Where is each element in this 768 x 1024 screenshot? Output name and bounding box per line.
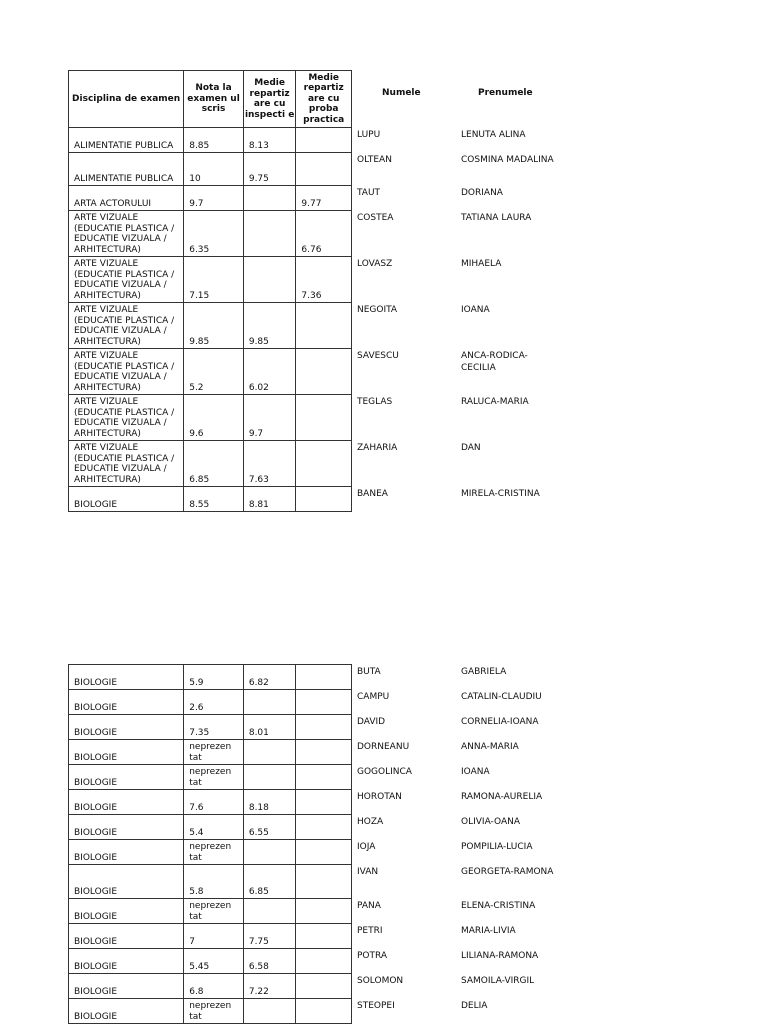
table-row [69,441,352,487]
cell-medie-practica: 6.76 [296,211,352,257]
cell-disciplina: ARTE VIZUALE (EDUCATIE PLASTICA / EDUCATIE VIZUALA / ARHITECTURA) [69,441,184,487]
numele-value: COSTEA [357,213,394,223]
cell-medie-practica [296,949,352,974]
cell-disciplina: BIOLOGIE [69,665,184,690]
name-row [352,998,572,1023]
cell-disciplina: BIOLOGIE [69,690,184,715]
cell-medie-inspectie [243,690,296,715]
header-nota: Nota la examen ul scris [184,71,244,128]
cell-medie-practica [296,790,352,815]
name-row [352,689,572,714]
prenumele-value: MARIA-LIVIA [461,926,516,936]
table-row [69,349,352,395]
cell-medie-inspectie: 8.81 [243,487,296,512]
cell-medie-inspectie [243,899,296,924]
numele-value: DAVID [357,717,386,727]
table-row [69,974,352,999]
cell-disciplina: BIOLOGIE [69,899,184,924]
cell-nota: 7.15 [184,257,244,303]
cell-nota: 9.6 [184,395,244,441]
cell-medie-inspectie: 7.75 [243,924,296,949]
table-row [69,740,352,765]
cell-medie-practica: 9.77 [296,186,352,211]
prenumele-value: IOANA [461,767,490,777]
numele-value: BUTA [357,667,381,677]
cell-nota: 8.55 [184,487,244,512]
cell-disciplina: ARTE VIZUALE (EDUCATIE PLASTICA / EDUCATIE VIZUALA / ARHITECTURA) [69,395,184,441]
numele-value: POTRA [357,951,388,961]
table-row [69,715,352,740]
cell-nota: 7.35 [184,715,244,740]
header-disciplina: Disciplina de examen [69,71,184,128]
table-row [69,790,352,815]
cell-nota: 6.35 [184,211,244,257]
table-row [69,153,352,186]
cell-nota: 9.7 [184,186,244,211]
header-medie-inspectie: Medie repartiz are cu inspecti e [243,71,296,128]
numele-value: ZAHARIA [357,443,398,453]
name-row [352,348,572,394]
name-row [352,764,572,789]
prenumele-value: COSMINA MADALINA [461,155,554,165]
prenumele-value: OLIVIA-OANA [461,817,520,827]
cell-medie-inspectie: 7.63 [243,441,296,487]
cell-medie-inspectie: 9.75 [243,153,296,186]
numele-value: TAUT [357,188,381,198]
cell-disciplina: BIOLOGIE [69,949,184,974]
name-row [352,789,572,814]
names-list-2 [352,664,572,1023]
cell-disciplina: BIOLOGIE [69,865,184,899]
cell-medie-practica [296,441,352,487]
table-row [69,924,352,949]
table-row [69,899,352,924]
cell-medie-practica [296,840,352,865]
cell-disciplina: ALIMENTATIE PUBLICA [69,128,184,153]
name-row [352,739,572,764]
name-row [352,210,572,256]
prenumele-value: GABRIELA [461,667,507,677]
cell-nota: 5.4 [184,815,244,840]
cell-medie-practica [296,487,352,512]
cell-disciplina: ARTE VIZUALE (EDUCATIE PLASTICA / EDUCATIE VIZUALA / ARHITECTURA) [69,257,184,303]
cell-nota: 7 [184,924,244,949]
name-row [352,814,572,839]
prenumele-value: DAN [461,443,481,453]
prenumele-value: TATIANA LAURA [461,213,532,223]
prenumele-value: LENUTA ALINA [461,130,526,140]
cell-medie-inspectie [243,765,296,790]
numele-value: OLTEAN [357,155,392,165]
prenumele-value: DORIANA [461,188,503,198]
numele-value: CAMPU [357,692,390,702]
cell-nota: 8.85 [184,128,244,153]
cell-disciplina: ALIMENTATIE PUBLICA [69,153,184,186]
cell-disciplina: ARTA ACTORULUI [69,186,184,211]
cell-medie-practica [296,690,352,715]
table-row [69,487,352,512]
name-row [352,664,572,689]
prenumele-value: GEORGETA-RAMONA [461,867,554,877]
cell-disciplina: BIOLOGIE [69,740,184,765]
table-row [69,128,352,153]
cell-medie-practica [296,899,352,924]
table-row [69,815,352,840]
name-row [352,898,572,923]
prenumele-value: POMPILIA-LUCIA [461,842,533,852]
table-row [69,303,352,349]
cell-medie-inspectie: 8.01 [243,715,296,740]
prenumele-value: ANNA-MARIA [461,742,519,752]
prenumele-value: RALUCA-MARIA [461,397,529,407]
cell-disciplina: BIOLOGIE [69,974,184,999]
name-row [352,440,572,486]
name-row [352,948,572,973]
cell-nota: 5.8 [184,865,244,899]
numele-value: PANA [357,901,381,911]
numele-value: LUPU [357,130,381,140]
cell-disciplina: ARTE VIZUALE (EDUCATIE PLASTICA / EDUCATIE VIZUALA / ARHITECTURA) [69,349,184,395]
results-table-2 [68,664,352,1024]
numele-value: HOROTAN [357,792,402,802]
prenumele-value: ELENA-CRISTINA [461,901,536,911]
cell-nota: 6.85 [184,441,244,487]
cell-nota: 2.6 [184,690,244,715]
cell-disciplina: BIOLOGIE [69,487,184,512]
table-row [69,257,352,303]
name-row [352,127,572,152]
numele-value: DORNEANU [357,742,410,752]
results-table-1 [68,70,352,512]
prenumele-value: DELIA [461,1001,488,1011]
cell-nota: neprezen tat [184,740,244,765]
name-row [352,839,572,864]
prenumele-value: RAMONA-AURELIA [461,792,543,802]
cell-medie-inspectie [243,740,296,765]
name-row [352,486,572,511]
name-row [352,714,572,739]
numele-value: SOLOMON [357,976,404,986]
numele-value: GOGOLINCA [357,767,412,777]
cell-medie-practica [296,395,352,441]
cell-nota: 10 [184,153,244,186]
cell-medie-inspectie [243,186,296,211]
table-row [69,186,352,211]
cell-medie-practica [296,715,352,740]
numele-value: STEOPEI [357,1001,395,1011]
prenumele-value: CORNELIA-IOANA [461,717,539,727]
cell-medie-inspectie [243,840,296,865]
cell-medie-inspectie: 6.58 [243,949,296,974]
name-row [352,256,572,302]
table-row [69,690,352,715]
cell-medie-practica [296,349,352,395]
numele-value: IOJA [357,842,376,852]
name-row [352,185,572,210]
name-row [352,864,572,898]
cell-nota: 5.9 [184,665,244,690]
cell-nota: 6.8 [184,974,244,999]
cell-disciplina: BIOLOGIE [69,765,184,790]
cell-medie-practica [296,128,352,153]
cell-medie-practica [296,665,352,690]
cell-medie-inspectie: 7.22 [243,974,296,999]
cell-medie-inspectie: 6.82 [243,665,296,690]
cell-medie-inspectie: 8.18 [243,790,296,815]
cell-medie-inspectie: 8.13 [243,128,296,153]
table-row [69,211,352,257]
names-list-1 [352,127,572,511]
cell-medie-practica [296,303,352,349]
cell-medie-inspectie: 6.55 [243,815,296,840]
cell-disciplina: BIOLOGIE [69,790,184,815]
table-row [69,395,352,441]
numele-value: LOVASZ [357,259,393,269]
cell-nota: neprezen tat [184,899,244,924]
prenumele-value: ANCA-RODICA-CECILIA [461,351,528,373]
cell-disciplina: BIOLOGIE [69,815,184,840]
cell-medie-practica [296,974,352,999]
prenumele-value: LILIANA-RAMONA [461,951,539,961]
cell-medie-inspectie: 9.85 [243,303,296,349]
cell-medie-inspectie: 6.02 [243,349,296,395]
table-row [69,665,352,690]
cell-nota: neprezen tat [184,999,244,1024]
cell-nota: 5.2 [184,349,244,395]
numele-value: BANEA [357,489,388,499]
prenumele-value: SAMOILA-VIRGIL [461,976,535,986]
cell-medie-practica [296,765,352,790]
cell-nota: 7.6 [184,790,244,815]
cell-nota: neprezen tat [184,840,244,865]
cell-medie-inspectie [243,211,296,257]
header-prenumele: Prenumele [478,88,533,98]
cell-medie-inspectie: 9.7 [243,395,296,441]
prenumele-value: MIHAELA [461,259,502,269]
cell-disciplina: BIOLOGIE [69,840,184,865]
cell-medie-practica [296,153,352,186]
table-row [69,765,352,790]
table-header-row [69,71,352,128]
name-row [352,152,572,185]
name-row [352,973,572,998]
header-numele: Numele [382,88,421,98]
numele-value: NEGOITA [357,305,398,315]
numele-value: HOZA [357,817,384,827]
name-row [352,394,572,440]
cell-disciplina: ARTE VIZUALE (EDUCATIE PLASTICA / EDUCATIE VIZUALA / ARHITECTURA) [69,211,184,257]
cell-nota: 5.45 [184,949,244,974]
numele-value: PETRI [357,926,383,936]
prenumele-value: CATALIN-CLAUDIU [461,692,542,702]
cell-medie-practica [296,815,352,840]
table-row [69,999,352,1024]
name-row [352,923,572,948]
cell-disciplina: BIOLOGIE [69,715,184,740]
numele-value: SAVESCU [357,351,399,361]
table-row [69,949,352,974]
cell-medie-inspectie: 6.85 [243,865,296,899]
cell-medie-inspectie [243,257,296,303]
cell-medie-practica [296,999,352,1024]
prenumele-value: IOANA [461,305,490,315]
cell-medie-practica: 7.36 [296,257,352,303]
table-row [69,840,352,865]
name-row [352,302,572,348]
cell-disciplina: BIOLOGIE [69,999,184,1024]
numele-value: IVAN [357,867,379,877]
cell-medie-practica [296,740,352,765]
cell-medie-practica [296,924,352,949]
cell-disciplina: ARTE VIZUALE (EDUCATIE PLASTICA / EDUCATIE VIZUALA / ARHITECTURA) [69,303,184,349]
cell-medie-practica [296,865,352,899]
cell-nota: 9.85 [184,303,244,349]
cell-disciplina: BIOLOGIE [69,924,184,949]
header-medie-practica: Medie repartiz are cu proba practica [296,71,352,128]
cell-nota: neprezen tat [184,765,244,790]
prenumele-value: MIRELA-CRISTINA [461,489,540,499]
table-row [69,865,352,899]
cell-medie-inspectie [243,999,296,1024]
numele-value: TEGLAS [357,397,393,407]
